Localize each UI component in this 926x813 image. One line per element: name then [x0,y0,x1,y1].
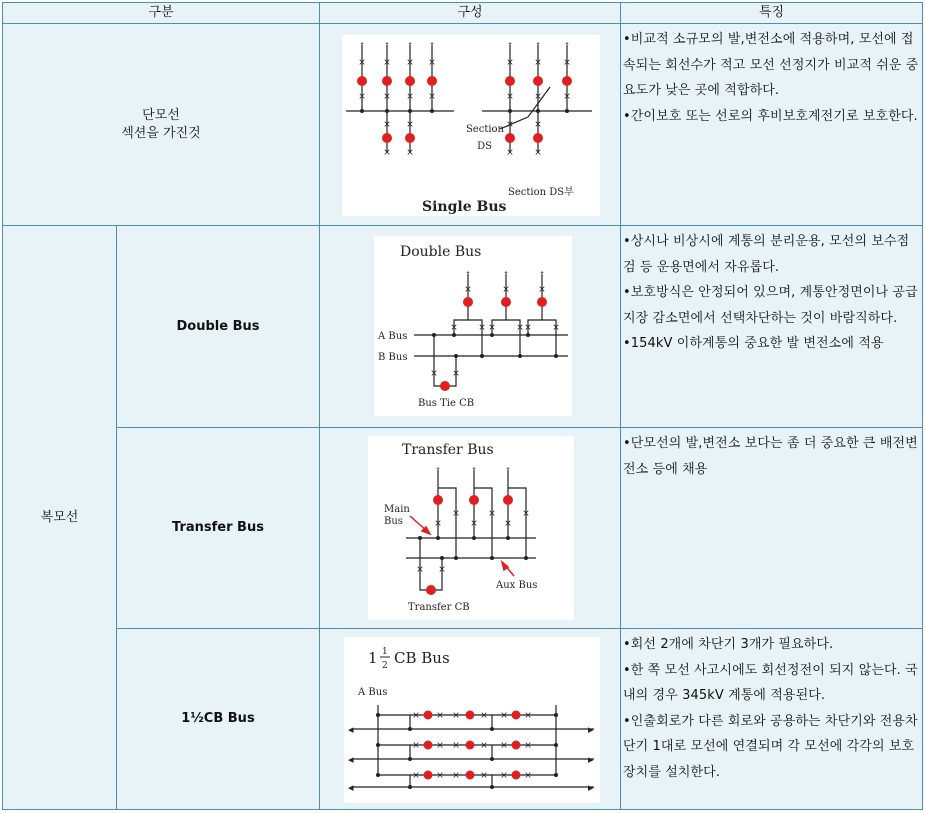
svg-text:↑: ↑ [464,271,472,281]
svg-text:×: × [563,58,571,68]
row-transfer-features [620,427,923,629]
svg-text:×: × [428,58,436,68]
svg-text:×: × [480,711,488,721]
double-bus-diagram [374,236,572,416]
svg-text:×: × [452,509,460,519]
svg-text:×: × [436,711,444,721]
svg-text:↑: ↑ [563,42,571,52]
row-onehalf-diagram-cell [319,628,621,810]
svg-text:×: × [412,711,420,721]
header-category [2,2,320,24]
svg-text:×: × [470,519,478,529]
single-label-ds: DS [477,141,492,152]
single-feature-1: •비교적 소규모의 발,변전소에 적용하며, 모선에 접속되는 회선수가 적고 모선 선정지가 비교적 쉬운 중요도가 낮은 곳에 적합하다. [623,32,919,98]
svg-text:◂: ◂ [348,723,354,736]
svg-text:▸: ▸ [588,781,594,794]
svg-text:×: × [436,741,444,751]
double-diagram-title: Double Bus [400,244,482,260]
double-label-a-bus: A Bus [378,331,408,342]
transfer-label-main: Main [384,504,410,515]
svg-text:×: × [500,711,508,721]
svg-text:×: × [436,771,444,781]
svg-text:↑: ↑ [470,467,478,477]
row-double-diagram-cell [319,225,621,428]
svg-text:×: × [406,92,414,102]
svg-text:▸: ▸ [588,723,594,736]
svg-text:×: × [430,369,438,379]
onehalf-title-den: 2 [382,661,388,671]
transfer-label-text: Transfer Bus [172,520,264,535]
svg-text:↑: ↑ [504,467,512,477]
svg-text:×: × [506,92,514,102]
svg-text:×: × [524,771,532,781]
svg-text:↑: ↑ [358,42,366,52]
onehalf-title-prefix: 1 [368,649,378,667]
svg-text:×: × [534,120,542,130]
single-bus-svg [342,35,600,216]
svg-text:×: × [534,58,542,68]
row-double-features [620,225,923,428]
svg-text:×: × [383,148,391,158]
bus-scheme-table [2,2,923,810]
single-feature-2: •간이보호 또는 선로의 후비보호계전기로 보호한다. [623,108,918,124]
single-label-section-ds: Section DS부 [508,187,574,198]
group-double-bus-label [2,225,117,810]
svg-text:×: × [516,323,524,333]
onehalf-feature-1: •회선 2개에 차단기 3개가 필요하다. [623,637,834,652]
svg-text:↑: ↑ [538,271,546,281]
single-label-line2: 섹션을 가진것 [121,125,201,141]
svg-text:×: × [434,519,442,529]
svg-text:×: × [452,369,460,379]
svg-text:↑: ↑ [406,42,414,52]
double-label-text: Double Bus [176,318,260,334]
row-double-label [116,225,320,428]
svg-text:×: × [506,148,514,158]
transfer-label-bus: Bus [384,516,403,527]
svg-text:×: × [524,711,532,721]
svg-text:×: × [450,323,458,333]
onehalf-feature-3: •인출회로가 다른 회로와 공용하는 차단기와 전용차단기 1대로 모선에 연결되며 각 모선에 각각의 보호장치를 설치한다. [623,713,918,780]
svg-text:×: × [534,92,542,102]
svg-text:×: × [488,509,496,519]
svg-text:×: × [416,565,424,575]
svg-text:×: × [406,120,414,130]
double-feature-3: •154kV 이하계통의 중요한 발 변전소에 적용 [623,336,884,351]
double-label-b-bus: B Bus [378,352,408,363]
svg-text:×: × [452,771,460,781]
svg-text:×: × [383,58,391,68]
onehalf-feature-2: •한 쪽 모선 사고시에도 회선정전이 되지 않는다. 국내의 경우 345kV 계통에 적용된다. [623,662,918,703]
svg-text:×: × [358,58,366,68]
header-features [620,2,923,24]
svg-text:×: × [438,565,446,575]
svg-text:↑: ↑ [428,42,436,52]
svg-text:×: × [480,771,488,781]
svg-text:×: × [538,285,546,295]
svg-text:×: × [500,771,508,781]
onehalf-bus-diagram [344,637,600,803]
svg-text:↑: ↑ [383,42,391,52]
transfer-bus-diagram [368,436,574,620]
svg-text:↑: ↑ [534,42,542,52]
svg-text:×: × [504,519,512,529]
svg-text:×: × [500,741,508,751]
svg-text:↑: ↑ [434,467,442,477]
svg-text:×: × [506,58,514,68]
svg-text:◂: ◂ [348,753,354,766]
row-onehalf-label [116,628,320,810]
transfer-label-aux: Aux Bus [496,580,538,591]
svg-text:↑: ↑ [502,271,510,281]
group-label-text: 복모선 [40,509,79,525]
header-composition [319,2,621,24]
row-transfer-diagram-cell [319,427,621,629]
svg-text:▸: ▸ [588,753,594,766]
svg-text:×: × [412,771,420,781]
row-transfer-label [116,427,320,629]
svg-text:×: × [406,58,414,68]
svg-text:×: × [522,509,530,519]
svg-text:×: × [383,120,391,130]
single-diagram-title: Single Bus [422,199,507,215]
svg-text:×: × [502,285,510,295]
svg-text:×: × [478,323,486,333]
onehalf-label-text: 1½CB Bus [181,711,255,726]
svg-text:×: × [452,741,460,751]
svg-text:×: × [480,741,488,751]
svg-text:×: × [406,148,414,158]
svg-text:×: × [534,148,542,158]
double-feature-2: •보호방식은 안정되어 있으며, 계통안정면이나 공급지장 감소면에서 선택차단하는 것이 바람직하다. [623,285,918,326]
svg-text:×: × [488,323,496,333]
onehalf-bus-svg [344,637,600,803]
onehalf-title-rest: CB Bus [394,649,450,667]
svg-text:◂: ◂ [348,781,354,794]
svg-text:×: × [524,741,532,751]
row-single-diagram-cell [319,23,621,226]
row-single-label [2,23,320,226]
svg-text:×: × [428,92,436,102]
onehalf-label-a-bus: A Bus [358,687,388,698]
svg-text:×: × [412,741,420,751]
transfer-diagram-title: Transfer Bus [402,442,494,458]
svg-text:↑: ↑ [506,42,514,52]
header-features-text: 특징 [758,5,785,20]
transfer-feature-1: •단모선의 발,변전소 보다는 좀 더 중요한 큰 배전변전소 등에 채용 [623,436,918,477]
svg-text:×: × [524,323,532,333]
single-label-line1: 단모선 [142,107,180,123]
transfer-label-cb: Transfer CB [408,602,470,613]
svg-text:×: × [452,711,460,721]
single-bus-diagram [342,35,600,216]
svg-text:×: × [358,92,366,102]
header-composition-text: 구성 [457,5,483,20]
row-single-features [620,23,923,226]
svg-text:×: × [464,285,472,295]
double-label-bus-tie: Bus Tie CB [418,398,475,409]
onehalf-title-num: 1 [382,647,388,657]
transfer-bus-svg [368,436,574,620]
svg-text:×: × [383,92,391,102]
double-bus-svg [374,236,572,416]
svg-text:×: × [506,120,514,130]
svg-text:×: × [563,92,571,102]
single-label-section: Section [465,124,504,135]
header-category-text: 구분 [148,5,174,20]
row-onehalf-features [620,628,923,810]
double-feature-1: •상시나 비상시에 계통의 분리운용, 모선의 보수점검 등 운용면에서 자유롭다. [623,234,910,275]
svg-text:×: × [552,323,560,333]
